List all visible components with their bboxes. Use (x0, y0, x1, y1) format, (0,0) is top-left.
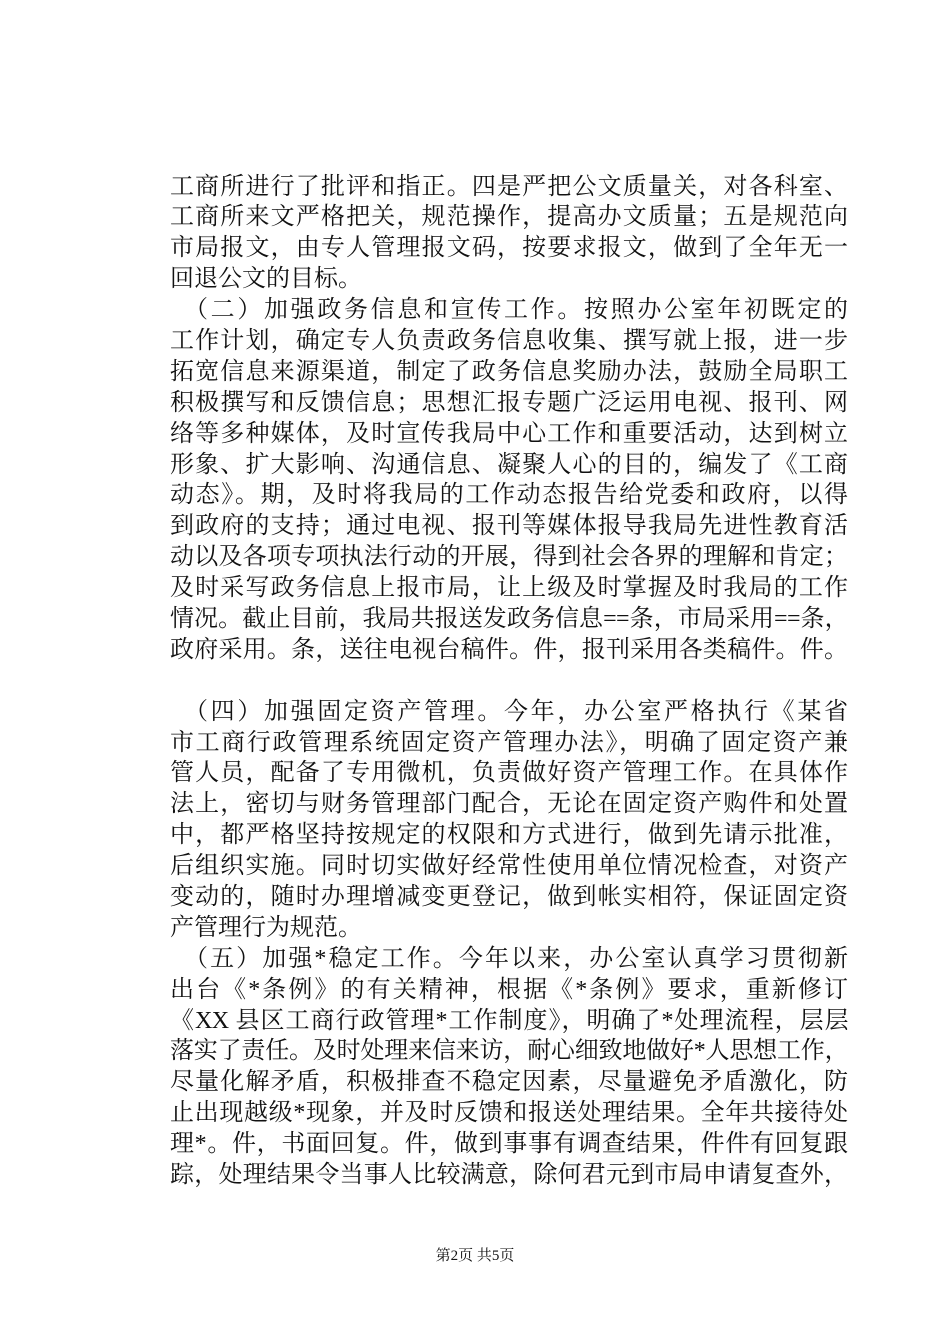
text-line: 中，都严格坚持按规定的权限和方式进行，做到先请示批准， (170, 822, 848, 849)
text-line: 形象、扩大影响、沟通信息、凝聚人心的目的，编发了《工商 (170, 451, 848, 478)
text-line: 市局报文，由专人管理报文码，按要求报文，做到了全年无一 (170, 235, 848, 262)
page-number-label: 第2页 共5页 (435, 1248, 515, 1264)
text-line: 络等多种媒体，及时宣传我局中心工作和重要活动，达到树立 (170, 420, 848, 447)
text-line: 落实了责任。及时处理来信来访，耐心细致地做好*人思想工作， (170, 1038, 848, 1065)
paragraph-fixed-assets (170, 697, 848, 944)
text-line: 工作计划，确定专人负责政务信息收集、撰写就上报，进一步 (170, 327, 848, 354)
text-line: 出台《*条例》的有关精神，根据《*条例》要求，重新修订 (170, 976, 848, 1003)
text-line: 到政府的支持；通过电视、报刊等媒体报导我局先进性教育活 (170, 513, 848, 540)
text-line: 动以及各项专项执法行动的开展，得到社会各界的理解和肯定； (170, 544, 848, 571)
text-line: 理*。件，书面回复。件，做到事事有调查结果，件件有回复跟 (170, 1131, 848, 1158)
page-footer (0, 1245, 950, 1267)
blank-line (170, 666, 848, 697)
text-line: 及时采写政务信息上报市局，让上级及时掌握及时我局的工作 (170, 575, 848, 602)
text-line: 产管理行为规范。 (170, 914, 362, 941)
paragraph-stability-work (170, 944, 848, 1191)
text-line: 动态》。期，及时将我局的工作动态报告给党委和政府，以得 (170, 482, 848, 509)
text-line: 市工商行政管理系统固定资产管理办法》，明确了固定资产兼 (170, 729, 848, 756)
text-line: 工商所来文严格把关，规范操作，提高办文质量；五是规范向 (170, 204, 848, 231)
text-line: 回退公文的目标。 (170, 266, 362, 293)
text-line: 政府采用。条，送往电视台稿件。件，报刊采用各类稿件。件。 (170, 636, 848, 663)
text-line: 止出现越级*现象，并及时反馈和报送处理结果。全年共接待处 (170, 1100, 848, 1127)
text-line: 后组织实施。同时切实做好经常性使用单位情况检查，对资产 (170, 853, 848, 880)
body-text (170, 172, 848, 1191)
text-line: 管人员，配备了专用微机，负责做好资产管理工作。在具体作 (170, 760, 848, 787)
text-line: 变动的，随时办理增减变更登记，做到帐实相符，保证固定资 (170, 883, 848, 910)
text-line: （五）加强*稳定工作。今年以来，办公室认真学习贯彻新 (184, 945, 848, 972)
text-line: 情况。截止目前，我局共报送发政务信息==条，市局采用==条， (170, 605, 848, 632)
text-line: 《XX 县区工商行政管理*工作制度》，明确了*处理流程，层层 (170, 1007, 848, 1034)
paragraph-information-publicity (170, 295, 848, 666)
text-line: （四）加强固定资产管理。今年，办公室严格执行《某省 (184, 698, 848, 725)
text-line: 尽量化解矛盾，积极排查不稳定因素，尽量避免矛盾激化，防 (170, 1069, 848, 1096)
text-line: 积极撰写和反馈信息；思想汇报专题广泛运用电视、报刊、网 (170, 389, 848, 416)
text-line: 踪，处理结果令当事人比较满意，除何君元到市局申请复查外， (170, 1162, 848, 1188)
text-line: 工商所进行了批评和指正。四是严把公文质量关，对各科室、 (170, 173, 848, 200)
text-line: 拓宽信息来源渠道，制定了政务信息奖励办法，鼓励全局职工 (170, 358, 848, 385)
text-line: （二）加强政务信息和宣传工作。按照办公室年初既定的 (184, 297, 848, 324)
text-line: 法上，密切与财务管理部门配合，无论在固定资产购件和处置 (170, 791, 848, 818)
paragraph-document-review (170, 172, 848, 296)
